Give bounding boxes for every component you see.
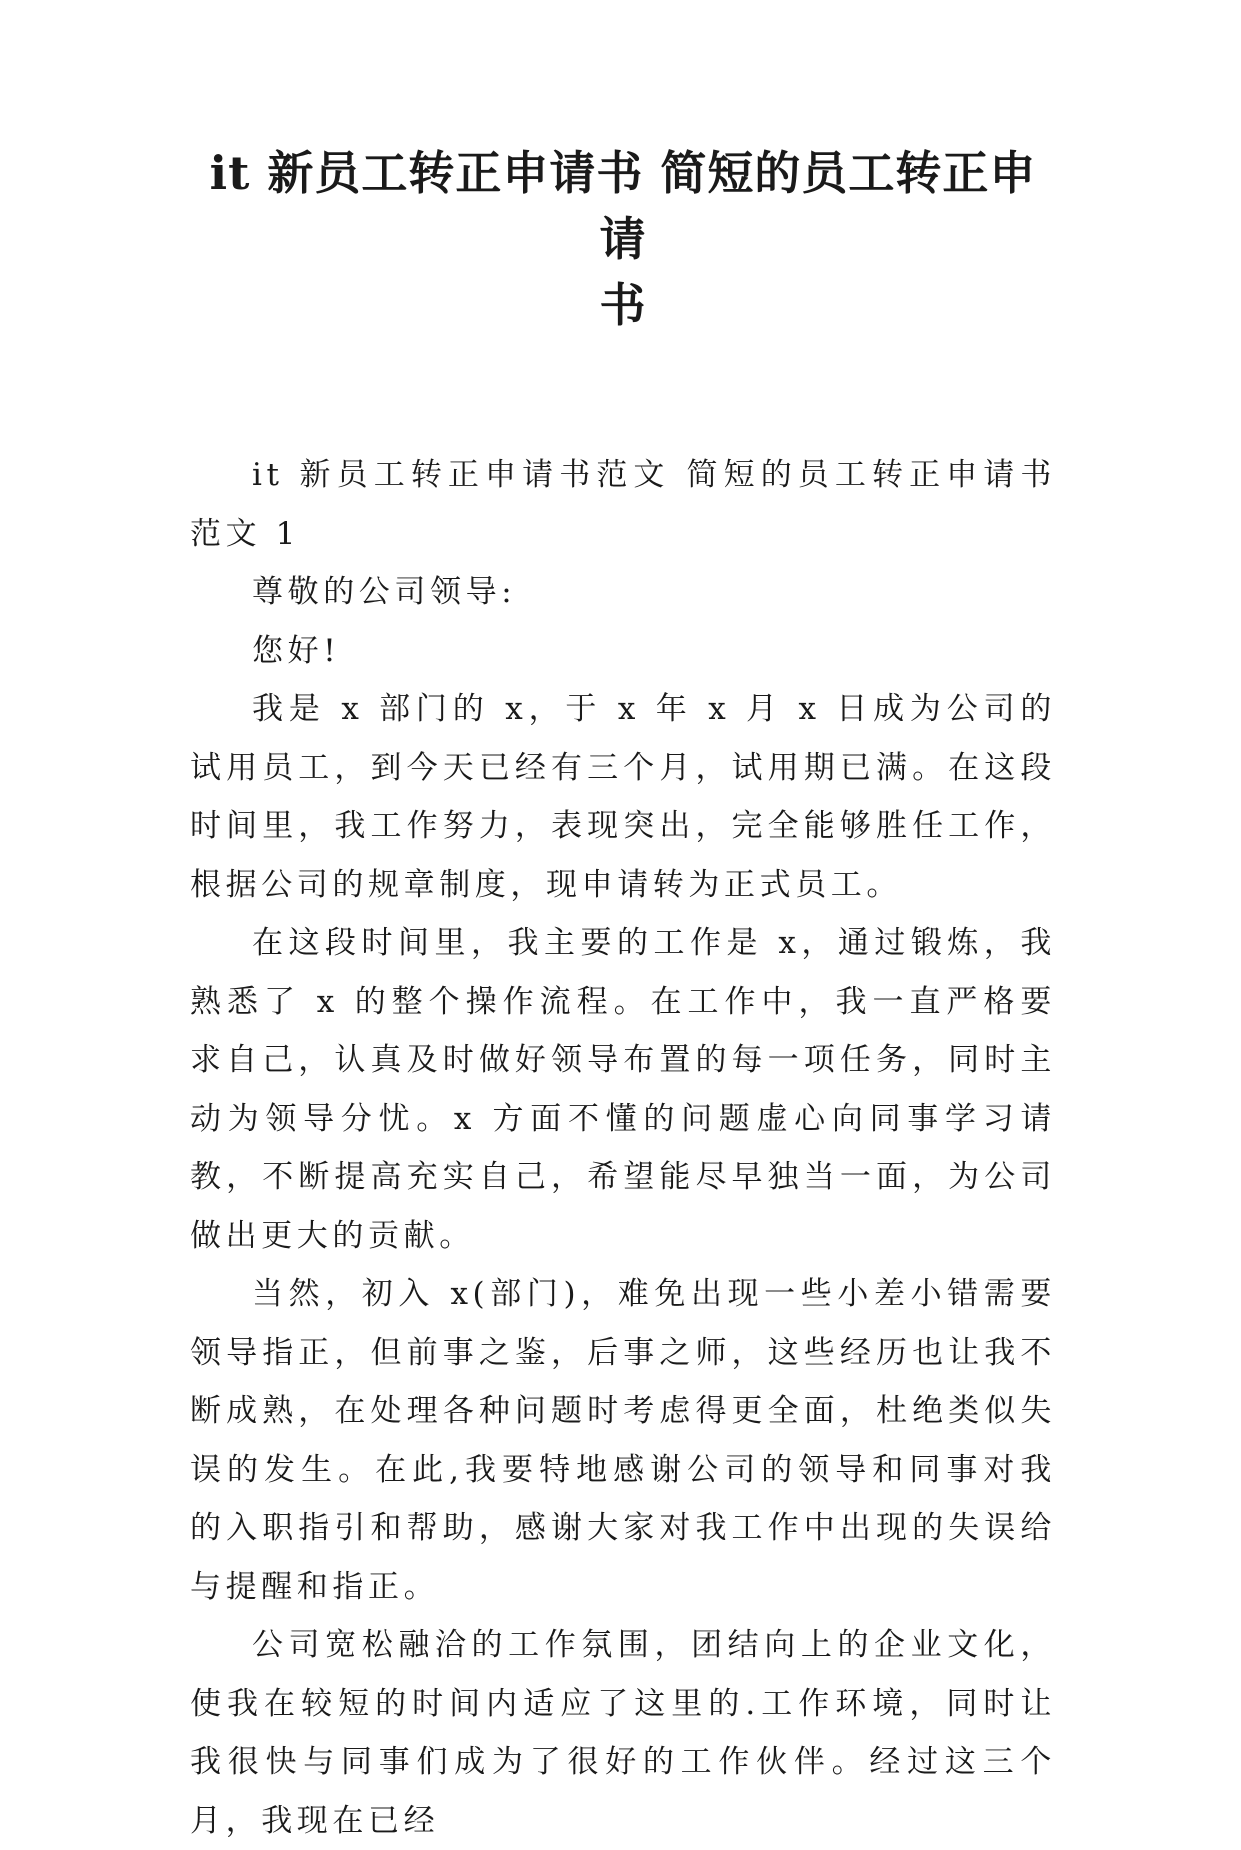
paragraph-culture: 公司宽松融洽的工作氛围，团结向上的企业文化，使我在较短的时间内适应了这里的.工作环境，同时让我很快与同事们成为了很好的工作伙伴。经过这三个月，我现在已经 bbox=[190, 1627, 1056, 1839]
document-title-line-2: 书 bbox=[599, 278, 647, 332]
paragraph-reflection: 当然，初入 x(部门)，难免出现一些小差小错需要领导指正，但前事之鉴，后事之师，这些经历也让我不断成熟，在处理各种问题时考虑得更全面，杜绝类似失误的发生。在此,我要特地感谢公司的领导和同事对我的入职指引和帮助，感谢大家对我工作中出现的失误给与提醒和指正。 bbox=[190, 1276, 1056, 1605]
paragraph-greeting: 您好! bbox=[252, 632, 341, 669]
paragraph-intro: 我是 x 部门的 x，于 x 年 x 月 x 日成为公司的试用员工，到今天已经有三个月，试用期已满。在这段时间里，我工作努力，表现突出，完全能够胜任工作，根据公司的规章制度，现申请转为正式员工。 bbox=[190, 691, 1056, 903]
document-body bbox=[190, 446, 1056, 1850]
paragraph-heading: it 新员工转正申请书范文 简短的员工转正申请书范文 1 bbox=[190, 457, 1056, 552]
document-page bbox=[190, 140, 1056, 1850]
document-title-line-1: it 新员工转正申请书 简短的员工转正申请 bbox=[209, 146, 1037, 266]
paragraph-work: 在这段时间里，我主要的工作是 x，通过锻炼，我熟悉了 x 的整个操作流程。在工作中，我一直严格要求自己，认真及时做好领导布置的每一项任务，同时主动为领导分忧。x 方面不懂的问题虚心向同事学习请教，不断提高充实自己，希望能尽早独当一面，为公司做出更大的贡献。 bbox=[190, 925, 1056, 1254]
paragraph-salutation: 尊敬的公司领导: bbox=[252, 574, 517, 610]
document-title bbox=[190, 140, 1056, 338]
